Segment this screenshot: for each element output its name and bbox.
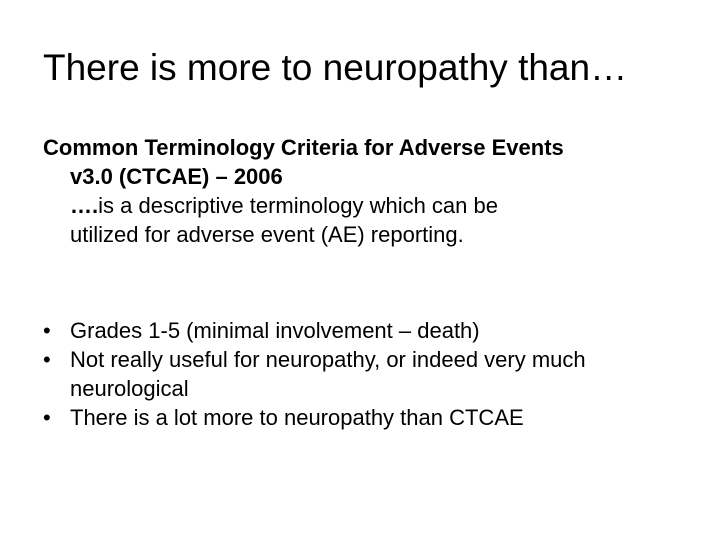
slide-title: There is more to neuropathy than… [43, 47, 628, 88]
intro-block [43, 133, 693, 249]
bullet-item [43, 345, 693, 403]
intro-heading-line-1: Common Terminology Criteria for Adverse Events [43, 135, 564, 160]
intro-heading-line-2: v3.0 (CTCAE) – 2006 [70, 164, 283, 189]
intro-description-line-2: utilized for adverse event (AE) reporting. [70, 222, 464, 247]
bullet-icon: • [43, 347, 51, 372]
bullet-text: Not really useful for neuropathy, or indeed very much neurological [70, 347, 586, 401]
bullet-icon: • [43, 318, 51, 343]
bullet-icon: • [43, 405, 51, 430]
bullet-list [43, 316, 693, 432]
intro-description-line-1 [43, 191, 693, 220]
intro-description-text: is a descriptive terminology which can be [98, 193, 498, 218]
bullet-item [43, 316, 693, 345]
bullet-item [43, 403, 693, 432]
ellipsis-prefix: …. [70, 193, 99, 218]
bullet-text: There is a lot more to neuropathy than CTCAE [70, 405, 524, 430]
bullet-text: Grades 1-5 (minimal involvement – death) [70, 318, 480, 343]
